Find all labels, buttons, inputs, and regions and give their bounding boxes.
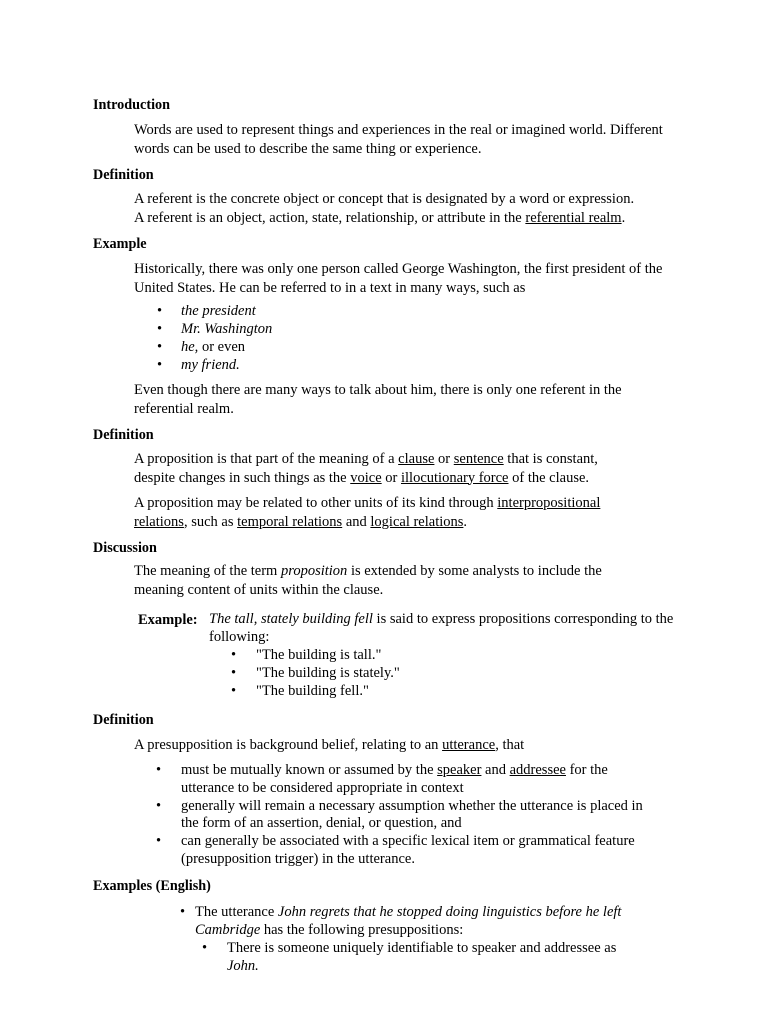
example-label: Example: (138, 612, 198, 628)
proposition-relations-paragraph (134, 494, 639, 531)
referent-line-2: A referent is an object, action, state, relationship, or attribute in the (134, 209, 526, 226)
heading-discussion: Discussion (93, 540, 157, 556)
list-item: • "The building fell." (209, 682, 400, 700)
list-item (134, 356, 272, 374)
proposition-definition-paragraph (134, 450, 634, 487)
link-voice[interactable]: voice (350, 469, 382, 486)
list-item: • "The building is stately." (209, 664, 400, 682)
intro-paragraph: Words are used to represent things and experiences in the real or imagined world. Different words can be used to describe the same thing or experience. (134, 122, 663, 157)
punct: . (621, 209, 626, 226)
text: , that (495, 737, 525, 753)
text: A proposition may be related to other units of its kind through (134, 495, 498, 511)
text: of the clause. (508, 469, 590, 486)
text: or (381, 469, 401, 486)
example-conclusion-paragraph: Even though there are many ways to talk about him, there is only one referent in the referential realm. (134, 382, 622, 417)
text: , such as (183, 513, 238, 530)
presupposition-criteria-list (134, 762, 654, 869)
heading-definition-presupposition: Definition (93, 712, 154, 728)
list-item: • generally will remain a necessary assumption whether the utterance is placed in the form of an assertion, denial, or question, and (134, 798, 654, 834)
item-italic: the president (181, 303, 256, 319)
text: or (434, 451, 454, 467)
example-italic: The tall, stately building fell (209, 611, 373, 627)
heading-introduction: Introduction (93, 97, 170, 113)
link-utterance[interactable]: utterance (442, 737, 496, 753)
link-interpropositional-relations[interactable]: interpropositional relations (134, 495, 601, 530)
list-item (134, 302, 272, 320)
item-italic: Mr. Washington (181, 321, 273, 337)
item-plain: or even (198, 339, 246, 355)
text: The meaning of the term (134, 563, 281, 579)
text: is said to express propositions corresponding to the following: (209, 611, 674, 645)
english-examples-list (178, 903, 668, 939)
text: There is someone uniquely identifiable to speaker and addressee as (227, 940, 617, 956)
text: The utterance (195, 904, 278, 920)
item-italic: my friend. (181, 357, 240, 373)
term-italic: proposition (280, 563, 348, 579)
list-item (178, 903, 668, 939)
text: has the following presuppositions: (260, 922, 464, 938)
list-item (134, 762, 654, 798)
link-referential-realm[interactable]: referential realm (525, 209, 622, 226)
text: A presupposition is background belief, relating to an (134, 737, 443, 753)
text: for the utterance to be considered appropriate in context (181, 762, 608, 796)
referent-line-1: A referent is the concrete object or concept that is designated by a word or expression. (134, 191, 635, 207)
referent-definition-paragraph (134, 190, 694, 227)
building-propositions-list (209, 646, 400, 700)
discussion-paragraph (134, 562, 644, 599)
example-building-paragraph (209, 610, 679, 646)
list-item (180, 939, 650, 975)
link-temporal-relations[interactable]: temporal relations (237, 513, 343, 530)
list-item (134, 320, 272, 338)
text: and (481, 762, 510, 778)
text: must be mutually known or assumed by the (181, 762, 438, 778)
link-illocutionary-force[interactable]: illocutionary force (401, 469, 509, 486)
text: that is constant, despite changes in such things as the (134, 451, 598, 486)
heading-example: Example (93, 236, 147, 252)
text: A proposition is that part of the meaning of a (134, 451, 399, 467)
john-italic: John. (227, 958, 259, 974)
heading-definition-referent: Definition (93, 167, 154, 183)
list-item (134, 338, 272, 356)
example-washington-paragraph: Historically, there was only one person called George Washington, the first president of the United States. He can be referred to in a text in many ways, such as (134, 261, 663, 296)
referent-examples-list (134, 302, 272, 374)
text: and (342, 513, 371, 530)
link-logical-relations[interactable]: logical relations (370, 513, 464, 530)
link-sentence[interactable]: sentence (453, 451, 504, 467)
example-italic: John regrets that he stopped doing linguistics before he left Cambridge (195, 904, 622, 938)
heading-definition-proposition: Definition (93, 427, 154, 443)
text: is extended by some analysts to include the meaning content of units within the clause. (134, 563, 602, 598)
link-addressee[interactable]: addressee (509, 762, 566, 778)
presupposition-paragraph (134, 736, 664, 755)
item-italic: he, (181, 339, 199, 355)
text: . (463, 513, 468, 530)
heading-examples-english: Examples (English) (93, 878, 211, 894)
link-speaker[interactable]: speaker (437, 762, 482, 778)
list-item: • can generally be associated with a specific lexical item or grammatical feature (presupposition trigger) in the utterance. (134, 833, 654, 869)
list-item: • "The building is tall." (209, 646, 400, 664)
english-presuppositions-sublist (180, 939, 650, 975)
link-clause[interactable]: clause (398, 451, 435, 467)
